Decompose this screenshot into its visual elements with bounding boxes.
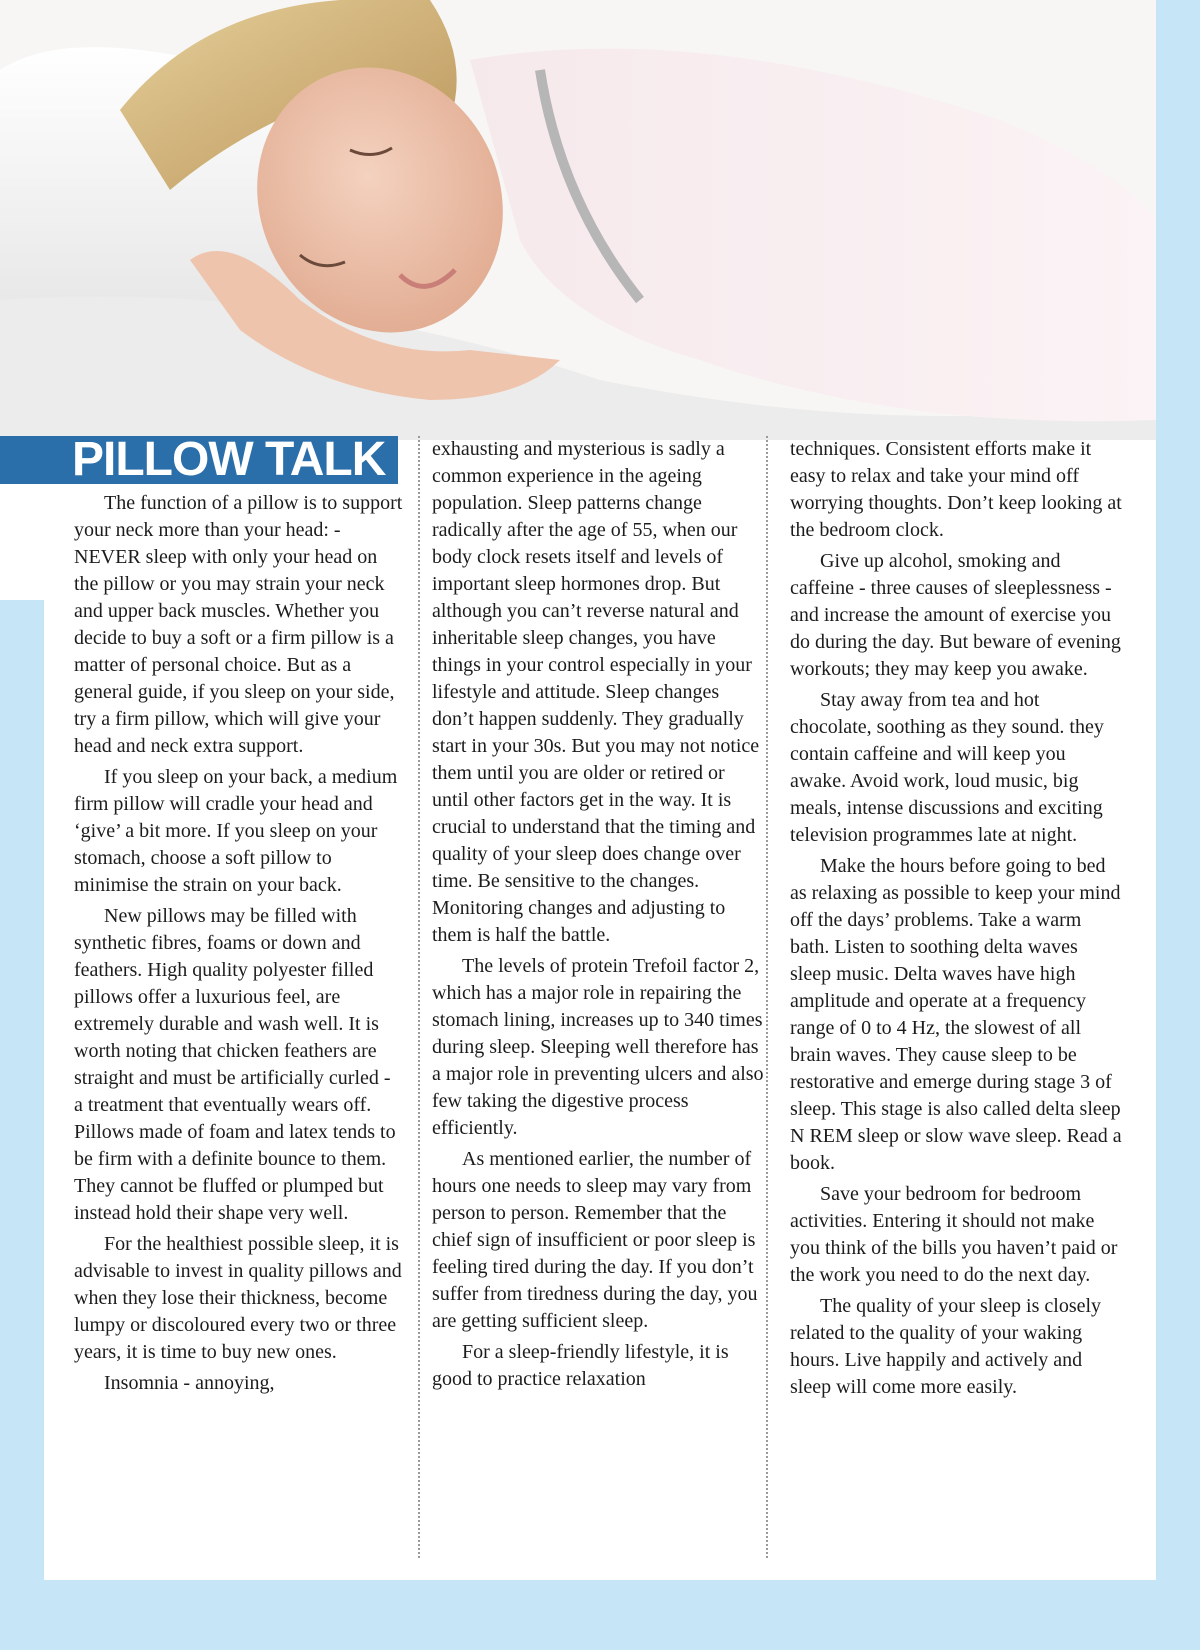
paragraph: For the healthiest possible sleep, it is advisable to invest in quality pillows and when they lose their thickness, become lumpy or discoloured every two or three years, it is time to buy new ones. bbox=[74, 1233, 402, 1363]
article-column-3 bbox=[790, 436, 1122, 1405]
article-column-2 bbox=[432, 436, 764, 1397]
sleeping-woman-illustration bbox=[0, 0, 1156, 440]
paragraph: For a sleep-friendly lifestyle, it is good to practice relaxation bbox=[432, 1341, 729, 1390]
paragraph: If you sleep on your back, a medium firm pillow will cradle your head and ‘give’ a bit more. If you sleep on your stomach, choose a soft pillow to minimise the strain on your back. bbox=[74, 766, 398, 896]
paragraph: As mentioned earlier, the number of hours one needs to sleep may vary from person to person. Remember that the chief sign of insufficient or poor sleep is feeling tired during the day. If you don’t suffer from tiredness during the day, you are getting sufficient sleep. bbox=[432, 1148, 758, 1332]
paragraph: The levels of protein Trefoil factor 2, which has a major role in repairing the stomach lining, increases up to 340 times during sleep. Sleeping well therefore has a major role in preventing ulcers and also few taking the digestive process efficiently. bbox=[432, 955, 764, 1139]
hero-photo bbox=[0, 0, 1156, 440]
paragraph: Make the hours before going to bed as relaxing as possible to keep your mind off the days’ problems. Take a warm bath. Listen to soothing delta waves sleep music. Delta waves have high amplitude and operate at a frequency range of 0 to 4 Hz, the slowest of all brain waves. They cause sleep to be restorative and emerge during stage 3 of sleep. This stage is also called delta sleep N REM sleep or slow wave sleep. Read a book. bbox=[790, 855, 1122, 1174]
paragraph: Save your bedroom for bedroom activities. Entering it should not make you think of the bills you haven’t paid or the work you need to do the next day. bbox=[790, 1183, 1118, 1286]
paragraph: New pillows may be filled with synthetic fibres, foams or down and feathers. High quality polyester filled pillows offer a luxurious feel, are extremely durable and wash well. It is worth noting that chicken feathers are straight and must be artificially curled - a treatment that eventually wears off. Pillows made of foam and latex tends to be firm with a definite bounce to them. They cannot be fluffed or plumped but instead hold their shape very well. bbox=[74, 905, 396, 1224]
page-title: PILLOW TALK bbox=[72, 433, 386, 486]
page-border-right bbox=[1156, 0, 1200, 1650]
article-column-1 bbox=[74, 490, 404, 1401]
column-divider bbox=[418, 436, 420, 1558]
paragraph: Insomnia - annoying, bbox=[104, 1372, 275, 1394]
column-divider bbox=[766, 436, 768, 1558]
paragraph: The function of a pillow is to support your neck more than your head: - NEVER sleep with only your head on the pillow or you may strain your neck and upper back muscles. Whether you decide to buy a soft or a firm pillow is a matter of personal choice. But as a general guide, if you sleep on your side, try a firm pillow, which will give your head and neck extra support. bbox=[74, 492, 403, 757]
paragraph: exhausting and mysterious is sadly a common experience in the ageing population. Sleep patterns change radically after the age of 55, when our body clock resets itself and levels of important sleep hormones drop. But although you can’t reverse natural and inheritable sleep changes, you have things in your control especially in your lifestyle and attitude. Sleep changes don’t happen suddenly. They gradually start in your 30s. But you may not notice them until you are older or retired or until other factors get in the way. It is crucial to understand that the timing and quality of your sleep does change over time. Be sensitive to the changes. Monitoring changes and adjusting to them is half the battle. bbox=[432, 438, 760, 946]
paragraph: techniques. Consistent efforts make it easy to relax and take your mind off worrying thoughts. Don’t keep looking at the bedroom clock. bbox=[790, 438, 1122, 541]
paragraph: Give up alcohol, smoking and caffeine - three causes of sleeplessness - and increase the amount of exercise you do during the day. But beware of evening workouts; they may keep you awake. bbox=[790, 550, 1121, 680]
paragraph: The quality of your sleep is closely related to the quality of your waking hours. Live happily and actively and sleep will come more easily. bbox=[790, 1295, 1102, 1398]
paragraph: Stay away from tea and hot chocolate, soothing as they sound. they contain caffeine and will keep you awake. Avoid work, loud music, big meals, intense discussions and exciting television programmes late at night. bbox=[790, 689, 1104, 846]
